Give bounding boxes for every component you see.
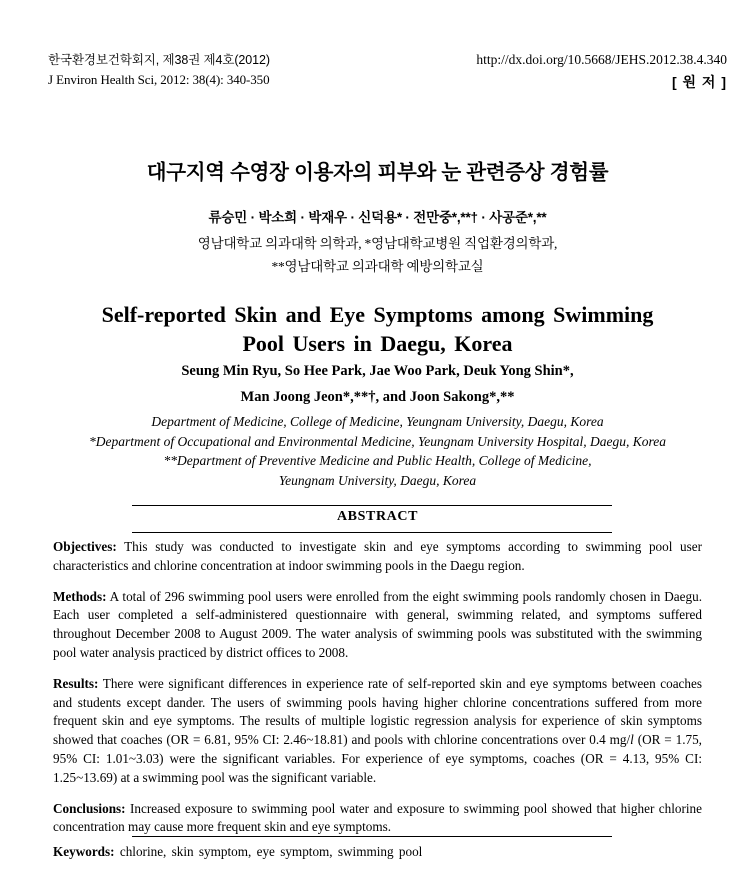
- results-text-part-1: There were significant differences in experience rate of self-reported skin and eye symptoms between coaches and students except dander. The users of swimming pools having higher chlorine concentrations suffered from more frequent skin and eye symptoms. The results of multiple logistic regression analysis for experience of skin symptoms showed that coaches (OR = 6.81, 95% CI: 2.46~18.81) and pools with chlorine concentrations over 0.4 mg/: [53, 675, 702, 748]
- article-type-badge: [ 원 저 ]: [671, 74, 727, 90]
- methods-text: A total of 296 swimming pool users were enrolled from the eight swimming pools randomly chosen in Daegu. Each user completed a self-administered questionnaire with general, swimming related, and symptoms suffered throughout December 2008 to August 2009. The water analysis of swimming pools was substituted with the swimming pool water analysis practiced by district offices to 2008.: [53, 588, 702, 660]
- abstract-objectives: [53, 538, 702, 576]
- objectives-label: Objectives:: [53, 539, 117, 554]
- english-affiliation-line-4: Yeungnam University, Daegu, Korea: [278, 472, 477, 488]
- doi-link[interactable]: http://dx.doi.org/10.5668/JEHS.2012.38.4.340: [476, 52, 727, 67]
- english-affiliation-line-2: *Department of Occupational and Environmental Medicine, Yeungnam University Hospital, Daegu, Korea: [88, 433, 667, 449]
- english-authors-line-1: Seung Min Ryu, So Hee Park, Jae Woo Park, Deuk Yong Shin*,: [181, 363, 574, 379]
- abstract-heading: ABSTRACT: [336, 509, 419, 524]
- korean-affiliation-line-1: 영남대학교 의과대학 의학과, *영남대학교병원 직업환경의학과,: [197, 236, 558, 251]
- english-title-line-2: Pool Users in Daegu, Korea: [242, 331, 513, 356]
- abstract-results: [53, 675, 702, 788]
- journal-name-korean: 한국환경보건학회지, 제38권 제4호(2012): [48, 53, 270, 67]
- conclusions-text: Increased exposure to swimming pool water and exposure to swimming pool showed that higher chlorine concentration may cause more frequent skin and eye symptoms.: [53, 800, 702, 835]
- english-affiliation-line-3: **Department of Preventive Medicine and Public Health, College of Medicine,: [163, 453, 592, 468]
- korean-author-list: 류승민 · 박소희 · 박재우 · 신덕용* · 전만중*,**† · 사공준*,**: [208, 210, 547, 225]
- english-authors-line-2: Man Joong Jeon*,**†, and Joon Sakong*,**: [240, 389, 515, 405]
- abstract-rule-top: [132, 505, 612, 506]
- english-affiliation-line-1: Department of Medicine, College of Medicine, Yeungnam University, Daegu, Korea: [151, 414, 604, 429]
- conclusions-label: Conclusions:: [53, 800, 126, 816]
- abstract-body: [53, 538, 702, 837]
- journal-citation: [48, 50, 270, 90]
- methods-label: Methods:: [53, 588, 107, 604]
- korean-affiliations: [0, 232, 755, 278]
- abstract-rule-bottom: [132, 836, 612, 837]
- english-author-list: [60, 358, 695, 410]
- korean-affiliation-line-2: **영남대학교 의과대학 예방의학교실: [271, 259, 484, 274]
- abstract-methods: [53, 588, 702, 663]
- objectives-text: This study was conducted to investigate skin and eye symptoms according to swimming pool user characteristics and chlorine concentration at indoor swimming pools in the Daegu region.: [53, 539, 702, 573]
- abstract-rule-middle: [132, 532, 612, 533]
- doi-block: [476, 50, 727, 92]
- english-affiliations: [20, 412, 735, 490]
- results-text-part-2: (OR = 1.75, 95% CI: 1.01~3.03) were the significant variables. For experience of eye symptoms, coaches (OR = 4.13, 95% CI: 1.25~13.69) at a swimming pool was the significant variable.: [53, 732, 702, 785]
- results-label: Results:: [53, 675, 99, 691]
- english-title: [78, 300, 677, 358]
- english-title-line-1: Self-reported Skin and Eye Symptoms among Swimming: [101, 302, 654, 327]
- keywords-values: chlorine, skin symptom, eye symptom, swimming pool: [114, 844, 423, 859]
- keywords-label: Keywords:: [53, 844, 115, 859]
- journal-name-english: J Environ Health Sci, 2012: 38(4): 340-350: [48, 72, 270, 87]
- korean-title: 대구지역 수영장 이용자의 피부와 눈 관련증상 경험률: [146, 161, 609, 184]
- abstract-conclusions: [53, 800, 702, 838]
- results-unit-litre: l: [630, 732, 634, 748]
- masthead: [0, 50, 755, 92]
- keywords-line: [53, 843, 702, 862]
